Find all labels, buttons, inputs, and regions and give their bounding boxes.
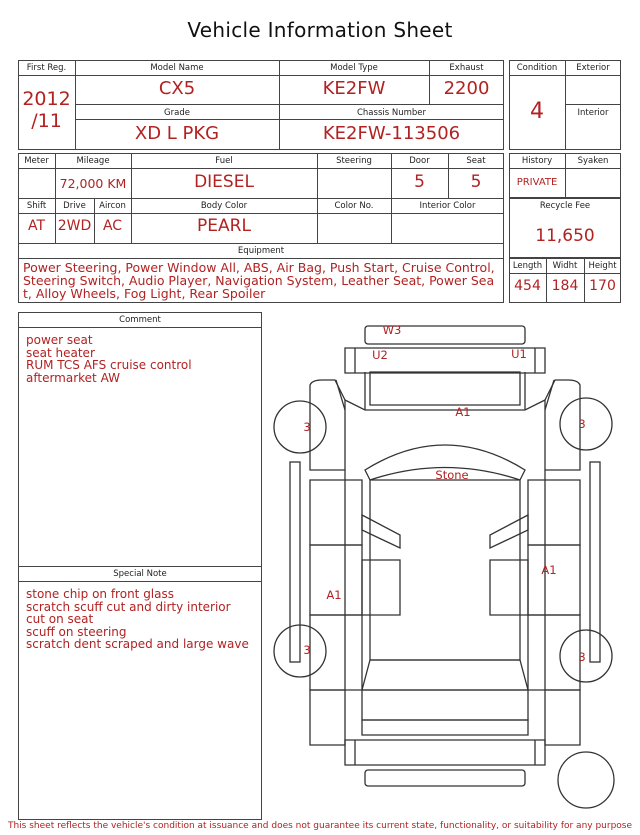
- seat-value: 5: [470, 172, 482, 192]
- history-label: History: [521, 156, 553, 166]
- disclaimer-footer: This sheet reflects the vehicle's condition at issuance and does not guarantee its current state, functionality, or suitability for any purpose: [7, 821, 633, 831]
- grade-label: Grade: [164, 108, 190, 118]
- width-value: 184: [551, 278, 579, 294]
- damage-mark-hood-a1: A1: [455, 405, 471, 419]
- body-color-label: Body Color: [200, 201, 248, 211]
- condition-grade: 4: [530, 99, 544, 124]
- mileage-label: Mileage: [76, 156, 110, 166]
- history-value: PRIVATE: [516, 177, 558, 188]
- comment-text: power seat seat heater RUM TCS AFS cruise control aftermarket AW: [26, 333, 192, 385]
- condition-label: Condition: [516, 63, 558, 73]
- width-label: Widht: [552, 261, 578, 271]
- drive-value: 2WD: [57, 218, 92, 234]
- exhaust-label: Exhaust: [449, 63, 484, 73]
- damage-mark-right-a1: A1: [541, 563, 557, 577]
- chassis-number-value: KE2FW-113506: [322, 123, 461, 144]
- body-color-value: PEARL: [197, 216, 251, 236]
- model-type-label: Model Type: [330, 63, 378, 73]
- color-no-label: Color No.: [334, 201, 374, 211]
- length-value: 454: [514, 278, 541, 294]
- damage-mark-tire-rr: 3: [578, 650, 586, 664]
- chassis-number-label: Chassis Number: [356, 108, 427, 118]
- damage-mark-left-a1: A1: [326, 588, 342, 602]
- steering-label: Steering: [336, 156, 372, 166]
- interior-label: Interior: [577, 108, 609, 118]
- recycle-fee-value: 11,650: [535, 226, 595, 246]
- fuel-value: DIESEL: [194, 172, 254, 192]
- height-value: 170: [589, 278, 616, 294]
- exhaust-value: 2200: [443, 78, 490, 99]
- first-reg-year: 2012: [22, 88, 71, 110]
- comment-label: Comment: [119, 315, 161, 325]
- shift-label: Shift: [26, 201, 47, 211]
- meter-label: Meter: [24, 156, 49, 166]
- damage-mark-u2: U2: [372, 348, 388, 362]
- damage-mark-u1: U1: [511, 347, 527, 361]
- syaken-label: Syaken: [577, 156, 609, 166]
- model-name-value: CX5: [158, 78, 196, 99]
- damage-mark-stone: Stone: [435, 468, 469, 482]
- special-note-label: Special Note: [113, 569, 167, 579]
- fuel-label: Fuel: [215, 156, 233, 166]
- first-reg-month: /11: [31, 110, 62, 132]
- damage-mark-tire-fl: 3: [303, 420, 311, 434]
- height-label: Height: [588, 261, 617, 271]
- shift-value: AT: [27, 218, 46, 234]
- equipment-list: Power Steering, Power Window All, ABS, Air Bag, Push Start, Cruise Control, Steering Switch, Audio Player, Navigation System, Leather Seat, Power Seat, Alloy Wheels, Fog Light, Rear Spoiler: [23, 260, 495, 301]
- seat-label: Seat: [466, 156, 486, 166]
- model-name-label: Model Name: [150, 63, 204, 73]
- mileage-value: 72,000 KM: [59, 176, 127, 191]
- sheet-title: Vehicle Information Sheet: [187, 18, 453, 42]
- door-label: Door: [409, 156, 430, 166]
- damage-mark-tire-fr: 3: [578, 417, 586, 431]
- grade-value: XD L PKG: [134, 123, 220, 144]
- damage-mark-w3: W3: [382, 323, 402, 337]
- equipment-label: Equipment: [237, 246, 285, 256]
- aircon-label: Aircon: [99, 201, 126, 211]
- special-note-text: stone chip on front glass scratch scuff cut and dirty interior cut on seat scuff on steering scratch dent scraped and large wave: [26, 587, 249, 651]
- aircon-value: AC: [102, 218, 123, 234]
- interior-color-label: Interior Color: [419, 201, 476, 211]
- door-value: 5: [414, 172, 425, 192]
- recycle-fee-label: Recycle Fee: [539, 201, 591, 211]
- length-label: Length: [512, 261, 543, 271]
- damage-mark-tire-rl: 3: [303, 643, 311, 657]
- first-reg-label: First Reg.: [26, 63, 67, 73]
- exterior-label: Exterior: [576, 63, 610, 73]
- model-type-value: KE2FW: [322, 78, 386, 99]
- drive-label: Drive: [63, 201, 86, 211]
